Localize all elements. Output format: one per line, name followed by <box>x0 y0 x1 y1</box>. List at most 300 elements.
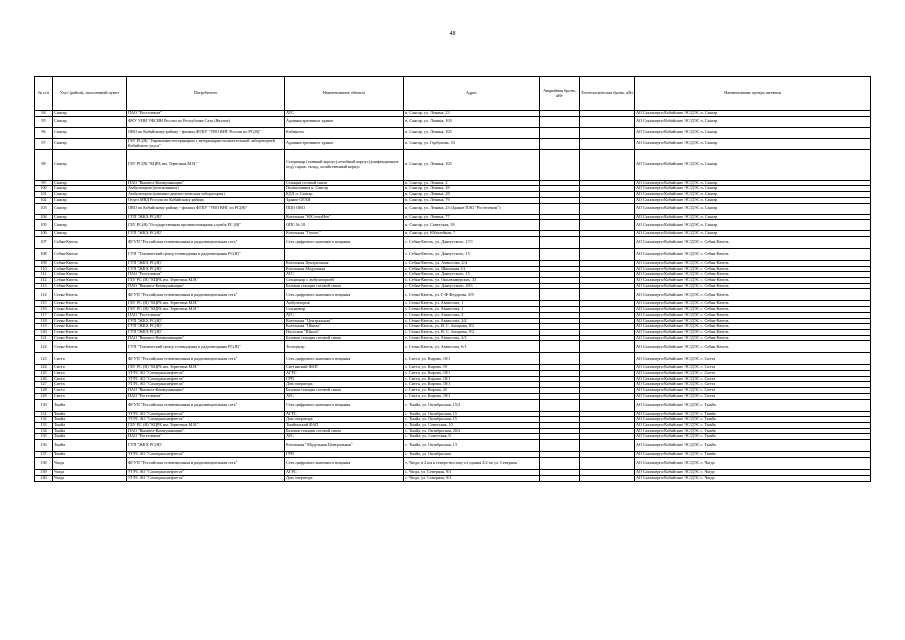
table-row <box>35 116 871 127</box>
row-number: 104 <box>35 214 53 220</box>
row-emergency-reserve <box>540 289 580 301</box>
row-power-center: АО Сахаэнерго/Кобяйские ЭС/ДЭС п. Сангар <box>635 111 871 117</box>
row-district: Сегян-Кюель <box>53 329 127 335</box>
row-address: с. Тыайа, ул. Октябрьская, 13 <box>404 440 540 452</box>
row-tech-reserve <box>580 341 635 353</box>
row-district: Тыайа <box>53 434 127 440</box>
row-district: Ситта <box>53 393 127 399</box>
row-emergency-reserve <box>540 353 580 365</box>
row-district: Сангар <box>53 180 127 186</box>
row-consumer: ФГУП "Российская телевизионная и радиовещательная сеть" <box>127 236 285 248</box>
row-object: Котельная "Школа" <box>285 324 404 330</box>
row-consumer: УГРС АО "Сахатранснефтегаз" <box>127 417 285 423</box>
row-address: п. Сангар, ул. Ленина, 2 <box>404 180 540 186</box>
row-power-center: АО Сахаэнерго/Кобяйские ЭС/ДЭС п. Сангар <box>635 186 871 192</box>
row-address: с. Себян-Кюель, ул. Оньлюнверских, 33 <box>404 278 540 284</box>
row-number: 138 <box>35 458 53 470</box>
row-address: с. Чагда, ул. Северная, 9/3 <box>404 470 540 476</box>
row-address: с. Ситта, ул. Кирова, 18/1 <box>404 353 540 365</box>
row-address: п. Сангар, ул. Ленина, 23 <box>404 111 540 117</box>
row-emergency-reserve <box>540 220 580 231</box>
row-district: Сегян-Кюель <box>53 312 127 318</box>
header-power-center: Наименование центра питания <box>635 77 871 111</box>
row-power-center: АО Сахаэнерго/Кобяйские ЭС/ДЭС с. Себян-Кюель <box>635 329 871 335</box>
row-consumer: ФГУП "Российская телевизионная и радиовещательная сеть" <box>127 399 285 411</box>
row-number: 124 <box>35 365 53 371</box>
row-district: Себян-Кюель <box>53 266 127 272</box>
row-number: 133 <box>35 422 53 428</box>
row-number: 103 <box>35 203 53 214</box>
row-number: 123 <box>35 353 53 365</box>
row-object: Котельная Модульная <box>285 266 404 272</box>
row-power-center: АО Сахаэнерго/Кобяйские ЭС/ДЭС п. Сангар <box>635 116 871 127</box>
row-power-center: АО Сахаэнерго/Кобяйские ЭС/ДЭС с. Тыайа <box>635 411 871 417</box>
row-number: 125 <box>35 371 53 377</box>
row-number: 112 <box>35 278 53 284</box>
header-object: Наименование объекта <box>285 77 404 111</box>
row-address: с. Себян-Кюель, ул. Данеутского, 15 <box>404 272 540 278</box>
row-consumer: ГБУ РС(Я) "Управление ветеринарии с ветеринарно-испытательной лабораторией Кобяйского улуса" <box>127 138 285 149</box>
row-object: Телецентр <box>285 341 404 353</box>
row-number: 128 <box>35 388 53 394</box>
row-address: с. Сегян-Кюель, ул. Аммосова, 1 <box>404 307 540 313</box>
row-power-center: АО Сахаэнерго/Кобяйские ЭС/ДЭС с. Себян-Кюель <box>635 312 871 318</box>
row-number: 109 <box>35 260 53 266</box>
row-district: Себян-Кюель <box>53 278 127 284</box>
row-consumer: ГУП "ЖКХ РС(Я)" <box>127 214 285 220</box>
row-district: Себян-Кюель <box>53 236 127 248</box>
row-power-center: АО Сахаэнерго/Кобяйские ЭС/ДЭС п. Сангар <box>635 203 871 214</box>
row-address: с. Чагда, ул. Северная, 9/3 <box>404 475 540 481</box>
row-address: с. Себян-Кюель, ул. Школьная 5/1 <box>404 266 540 272</box>
row-object: Поликлиника п. Сангар <box>285 186 404 192</box>
row-tech-reserve <box>580 475 635 481</box>
row-consumer: ГБУ РС (Я) "КЦРБ им. Терютина М.Н." <box>127 307 285 313</box>
row-object: АГРС <box>285 371 404 377</box>
row-power-center: АО Сахаэнерго/Кобяйские ЭС/ДЭС с. Ситта <box>635 388 871 394</box>
row-consumer: УГРС АО "Сахатранснефтегаз" <box>127 475 285 481</box>
row-power-center: АО Сахаэнерго/Кобяйские ЭС/ДЭС с. Себян-Кюель <box>635 289 871 301</box>
row-tech-reserve <box>580 203 635 214</box>
row-consumer: ГУП "ЖКХ РС(Я)" <box>127 324 285 330</box>
row-object: Административное здание <box>285 116 404 127</box>
row-consumer: УГРС АО "Сахатранснефтегаз" <box>127 376 285 382</box>
row-emergency-reserve <box>540 116 580 127</box>
row-district: Сегян-Кюель <box>53 318 127 324</box>
row-consumer: ГУП "ЖКХ РС(Я)" <box>127 260 285 266</box>
row-object: Кабинеты <box>285 127 404 138</box>
row-consumer: УГРС АО "Сахатранснефтегаз" <box>127 371 285 377</box>
row-emergency-reserve <box>540 458 580 470</box>
row-object: Базовая станция сотовой связи <box>285 428 404 434</box>
row-power-center: АО Сахаэнерго/Кобяйские ЭС/ДЭС п. Сангар <box>635 127 871 138</box>
row-district: Сангар <box>53 116 127 127</box>
row-power-center: АО Сахаэнерго/Кобяйские ЭС/ДЭС п. Сангар <box>635 180 871 186</box>
table-row <box>35 341 871 353</box>
row-number: 110 <box>35 266 53 272</box>
row-consumer: ФГУП "Российская телевизионная и радиовещательная сеть" <box>127 458 285 470</box>
row-object: Сеть цифрового наземного вещания <box>285 289 404 301</box>
row-number: 135 <box>35 434 53 440</box>
table-row <box>35 458 871 470</box>
row-number: 127 <box>35 382 53 388</box>
row-number: 122 <box>35 341 53 353</box>
row-address: с. Ситта, ул. Кирова, 19 <box>404 365 540 371</box>
row-power-center: АО Сахаэнерго/Кобяйские ЭС/ДЭС с. Себян-Кюель <box>635 335 871 341</box>
row-object: АГРС <box>285 411 404 417</box>
row-number: 106 <box>35 231 53 237</box>
row-power-center: АО Сахаэнерго/Кобяйские ЭС/ДЭС с. Тыайа <box>635 440 871 452</box>
row-power-center: АО Сахаэнерго/Кобяйские ЭС/ДЭС с. Себян-Кюель <box>635 307 871 313</box>
row-object: АТС <box>285 272 404 278</box>
row-power-center: АО Сахаэнерго/Кобяйские ЭС/ДЭС с. Себян-Кюель <box>635 236 871 248</box>
row-address: с. Тыайа, ул. Октябрьская, 15/2 <box>404 399 540 411</box>
row-number: 121 <box>35 335 53 341</box>
row-object: Дом оператора <box>285 382 404 388</box>
row-object: КДЛ п. Сангар <box>285 192 404 198</box>
row-address: с. Себян-Кюель, ул. Данеутского, 15 <box>404 248 540 260</box>
row-district: Сегян-Кюель <box>53 307 127 313</box>
row-object: Котельная "Модульная Центральная" <box>285 440 404 452</box>
row-object: Стационар <box>285 307 404 313</box>
row-tech-reserve <box>580 440 635 452</box>
row-number: 97 <box>35 138 53 149</box>
table-row <box>35 475 871 481</box>
row-address: с. Ситта, ул. Кирова, 18/1 <box>404 376 540 382</box>
row-consumer: УГРС АО "Сахатранснефтегаз" <box>127 470 285 476</box>
row-address: с. Себян-Кюель, ул. Данеутского, 40/1 <box>404 283 540 289</box>
row-consumer: ГУП "ЖКХ РС(Я)" <box>127 266 285 272</box>
row-address: с. Тыайа, ул. Советская, 10 <box>404 422 540 428</box>
row-power-center: АО Сахаэнерго/Кобяйские ЭС/ДЭС п. Сангар <box>635 138 871 149</box>
row-tech-reserve <box>580 353 635 365</box>
row-district: Сегян-Кюель <box>53 289 127 301</box>
row-number: 105 <box>35 220 53 231</box>
row-number: 102 <box>35 197 53 203</box>
row-consumer: ГБУ РС (Я) "КЦРБ им. Терютина М.Н." <box>127 278 285 284</box>
row-address: п. Сангар, ул. Ленина, 28 <box>404 186 540 192</box>
row-district: Себян-Кюель <box>53 260 127 266</box>
table-body <box>35 111 871 482</box>
row-number: 107 <box>35 236 53 248</box>
row-object: Станция сотовой связи <box>285 180 404 186</box>
row-address: с. Тыайа, ул. Октябрьская, 20/2 <box>404 428 540 434</box>
row-object: Базовая станция сотовой связи <box>285 388 404 394</box>
row-consumer: ГУП "Технический центр телевидения и радиовещания РС(Я)" <box>127 248 285 260</box>
row-consumer: УГРС АО "Сахатранснефтегаз" <box>127 452 285 458</box>
row-object: Котельная "ЮСтеплНек" <box>285 214 404 220</box>
row-object: Дом оператора <box>285 417 404 423</box>
row-object: АТС <box>285 393 404 399</box>
row-consumer: Отдел МВД России по Кобяйскому району <box>127 197 285 203</box>
row-emergency-reserve <box>540 248 580 260</box>
row-object: Дом оператора <box>285 475 404 481</box>
row-number: 136 <box>35 440 53 452</box>
table-row <box>35 399 871 411</box>
row-address: с. Сегян-Кюель, ул. Аммосова, 2 <box>404 312 540 318</box>
row-district: Себян-Кюель <box>53 283 127 289</box>
row-object: ГРП <box>285 376 404 382</box>
row-consumer: ОВО по Кобяйскому району - филиал ФГКУ "УВО ВНГ по РС(Я)" <box>127 203 285 214</box>
row-power-center: АО Сахаэнерго/Кобяйские ЭС/ДЭС п. Сангар <box>635 192 871 198</box>
row-consumer: ПАО "Вымпел-Коммуникации" <box>127 283 285 289</box>
row-power-center: АО Сахаэнерго/Кобяйские ЭС/ДЭС с. Себян-Кюель <box>635 266 871 272</box>
table-row <box>35 138 871 149</box>
row-number: 117 <box>35 312 53 318</box>
row-power-center: АО Сахаэнерго/Кобяйские ЭС/ДЭС с. Себян-Кюель <box>635 278 871 284</box>
row-address: с. Сегян-Кюель, ул. Аммосова, 1 <box>404 301 540 307</box>
row-district: Себян-Кюель <box>53 248 127 260</box>
row-object: Базовая станция сотовой связи <box>285 335 404 341</box>
row-address: п. Сангар, ул. Ленина, 103 <box>404 116 540 127</box>
row-district: Сангар <box>53 197 127 203</box>
row-number: 131 <box>35 411 53 417</box>
row-district: Тыайа <box>53 399 127 411</box>
row-power-center: АО Сахаэнерго/Кобяйские ЭС/ДЭС с. Себян-Кюель <box>635 260 871 266</box>
row-district: Чагда <box>53 470 127 476</box>
row-power-center: АО Сахаэнерго/Кобяйские ЭС/ДЭС с. Ситта <box>635 365 871 371</box>
row-address: с. Ситта, ул. Кирова, 18/1 <box>404 371 540 377</box>
row-object: Здание ОГАИ <box>285 197 404 203</box>
row-district: Тыайа <box>53 452 127 458</box>
row-power-center: АО Сахаэнерго/Кобяйские ЭС/ДЭС с. Чагда <box>635 458 871 470</box>
row-object: Котельная "Геолог" <box>285 231 404 237</box>
row-address: с. Сегян-Кюель, ул. Аммосова, 6/1 <box>404 341 540 353</box>
row-consumer: ПАО "Ростелеком" <box>127 312 285 318</box>
row-power-center: АО Сахаэнерго/Кобяйские ЭС/ДЭС с. Себян-Кюель <box>635 341 871 353</box>
row-district: Ситта <box>53 353 127 365</box>
reservation-table <box>34 76 871 482</box>
row-district: Сегян-Кюель <box>53 301 127 307</box>
table-row <box>35 220 871 231</box>
row-object: ГРП <box>285 452 404 458</box>
row-number: 132 <box>35 417 53 423</box>
row-object: Сеть цифрового наземного вещания <box>285 236 404 248</box>
row-power-center: АО Сахаэнерго/Кобяйские ЭС/ДЭС с. Чагда <box>635 475 871 481</box>
row-consumer: ГБУ РС (Я) "КЦРБ им. Терютина М.Н." <box>127 301 285 307</box>
row-number: 120 <box>35 329 53 335</box>
row-consumer: ГБУ РС (Я) "КЦРБ им. Терютина М.Н." <box>127 422 285 428</box>
row-object: Административное здание <box>285 138 404 149</box>
row-tech-reserve <box>580 289 635 301</box>
row-power-center: АО Сахаэнерго/Кобяйские ЭС/ДЭС с. Ситта <box>635 382 871 388</box>
row-consumer: ГУП "Технический центр телевидения и радиовещания РС(Я)" <box>127 341 285 353</box>
row-power-center: АО Сахаэнерго/Кобяйские ЭС/ДЭС с. Тыайа <box>635 399 871 411</box>
row-emergency-reserve <box>540 203 580 214</box>
row-address: п. Сангар, ул. Советская, 39 <box>404 220 540 231</box>
row-consumer: Амбулатория (клинико-диагностическая лаборатория) <box>127 192 285 198</box>
row-consumer: ПАО "Вымпел-Коммуникации" <box>127 428 285 434</box>
row-district: Тыайа <box>53 440 127 452</box>
row-emergency-reserve <box>540 341 580 353</box>
row-district: Сангар <box>53 138 127 149</box>
row-consumer: ОВО по Кобяйскому району - филиал ФГКУ "УВО ВНГ России по РС(Я)" <box>127 127 285 138</box>
row-district: Ситта <box>53 376 127 382</box>
row-object: Сеть цифрового наземного вещания <box>285 399 404 411</box>
row-number: 130 <box>35 399 53 411</box>
row-power-center: АО Сахаэнерго/Кобяйские ЭС/ДЭС с. Себян-Кюель <box>635 272 871 278</box>
row-number: 101 <box>35 192 53 198</box>
row-consumer: ГУП "ЖКХ РС(Я)" <box>127 231 285 237</box>
row-object <box>285 248 404 260</box>
row-number: 139 <box>35 470 53 476</box>
row-power-center: АО Сахаэнерго/Кобяйские ЭС/ДЭС п. Сангар <box>635 231 871 237</box>
row-district: Чагда <box>53 475 127 481</box>
row-power-center: АО Сахаэнерго/Кобяйские ЭС/ДЭС с. Ситта <box>635 376 871 382</box>
row-number: 116 <box>35 307 53 313</box>
row-power-center: АО Сахаэнерго/Кобяйские ЭС/ДЭС с. Себян-Кюель <box>635 318 871 324</box>
row-consumer: ГБУ РС (Я) "КЦРБ им. Терютина М.Н." <box>127 365 285 371</box>
row-emergency-reserve <box>540 149 580 180</box>
table-row <box>35 149 871 180</box>
row-address: с. Тыайа, ул. Октябрьская, 15 <box>404 417 540 423</box>
row-number: 94 <box>35 111 53 117</box>
row-power-center: АО Сахаэнерго/Кобяйские ЭС/ДЭС с. Себян-Кюель <box>635 248 871 260</box>
row-district: Сангар <box>53 231 127 237</box>
row-power-center: АО Сахаэнерго/Кобяйские ЭС/ДЭС п. Сангар <box>635 214 871 220</box>
row-power-center: АО Сахаэнерго/Кобяйские ЭС/ДЭС с. Себян-Кюель <box>635 301 871 307</box>
row-object: Насосная "Школа" <box>285 329 404 335</box>
row-tech-reserve <box>580 116 635 127</box>
header-emergency-reserve: Аварийная бронь, кВт <box>540 77 580 111</box>
row-number: 99 <box>35 180 53 186</box>
row-district: Сегян-Кюель <box>53 341 127 353</box>
row-district: Сегян-Кюель <box>53 335 127 341</box>
row-object: Сеть цифрового наземного вещания <box>285 458 404 470</box>
row-object: Сеть цифрового наземного вещания <box>285 353 404 365</box>
row-consumer: УГРС АО "Сахатранснефтегаз" <box>127 382 285 388</box>
row-district: Ситта <box>53 382 127 388</box>
row-address: с. Тыайа, ул. Октябрьская <box>404 452 540 458</box>
row-address: с. Сегян-Кюель, ул. Г-Ф Федорова, 8/9 <box>404 289 540 301</box>
row-district: Сангар <box>53 127 127 138</box>
row-object: Стационар (главный корпус),лечебный корпус),(инфекционное отд), гараж, склад, хозяйственный корпус <box>285 149 404 180</box>
row-address: п. Сангар, ул. Ленина, 103 <box>404 149 540 180</box>
row-address: с. Чагда, в 2 км к северо-востоку от здания 3/2 по ул. Северная <box>404 458 540 470</box>
row-consumer: ПАО "Ростелеком" <box>127 393 285 399</box>
row-district: Сангар <box>53 111 127 117</box>
row-emergency-reserve <box>540 127 580 138</box>
row-consumer: ФГУП "Российская телевизионная и радиовещательная сеть" <box>127 289 285 301</box>
row-consumer: ГУП "ЖКХ РС(Я)" <box>127 318 285 324</box>
row-power-center: АО Сахаэнерго/Кобяйские ЭС/ДЭС п. Сангар <box>635 197 871 203</box>
row-address: п. Сангар, ул. Горбунова, 33 <box>404 138 540 149</box>
row-district: Сангар <box>53 149 127 180</box>
row-power-center: АО Сахаэнерго/Кобяйские ЭС/ДЭС с. Себян-Кюель <box>635 324 871 330</box>
row-emergency-reserve <box>540 138 580 149</box>
row-power-center: АО Сахаэнерго/Кобяйские ЭС/ДЭС п. Сангар <box>635 220 871 231</box>
row-number: 126 <box>35 376 53 382</box>
row-consumer: ГУП "ЖКХ РС(Я)" <box>127 329 285 335</box>
row-number: 140 <box>35 475 53 481</box>
row-emergency-reserve <box>540 399 580 411</box>
row-power-center: АО Сахаэнерго/Кобяйские ЭС/ДЭС с. Тыайа <box>635 434 871 440</box>
row-emergency-reserve <box>540 440 580 452</box>
row-tech-reserve <box>580 248 635 260</box>
row-address: п. Сангар, ул. Ленина, 28 <box>404 192 540 198</box>
row-address: с. Тыайа, ул. Октябрьская, 15 <box>404 411 540 417</box>
row-district: Ситта <box>53 388 127 394</box>
row-address: с. Ситта, ул. Кирова, 18/1 <box>404 382 540 388</box>
header-tech-reserve: Технологическая бронь, кВт <box>580 77 635 111</box>
row-district: Сангар <box>53 214 127 220</box>
header-address: Адрес <box>404 77 540 111</box>
row-consumer: ПАО "Вымпел-Коммуникации" <box>127 180 285 186</box>
row-address: п. Сангар, ул. Ленина, 103 <box>404 127 540 138</box>
row-object: АТС <box>285 111 404 117</box>
page-number: 48 <box>449 31 456 37</box>
row-number: 114 <box>35 289 53 301</box>
row-power-center: АО Сахаэнерго/Кобяйские ЭС/ДЭС с. Тыайа <box>635 428 871 434</box>
row-consumer: ПАО "Ростелеком" <box>127 434 285 440</box>
row-district: Ситта <box>53 371 127 377</box>
row-consumer: ПАО "Ростелеком" <box>127 111 285 117</box>
table-row <box>35 248 871 260</box>
row-district: Ситта <box>53 365 127 371</box>
row-object: АТС <box>285 312 404 318</box>
row-number: 111 <box>35 272 53 278</box>
row-number: 100 <box>35 186 53 192</box>
row-emergency-reserve <box>540 236 580 248</box>
header-consumer: Потребитель <box>127 77 285 111</box>
row-address: с. Сегян-Кюель, ул. Аммосова, 2/3 <box>404 335 540 341</box>
row-object: Котельная Центральная <box>285 260 404 266</box>
row-district: Себян-Кюель <box>53 272 127 278</box>
row-number: 118 <box>35 318 53 324</box>
row-district: Сангар <box>53 192 127 198</box>
row-number: 108 <box>35 248 53 260</box>
row-object: ОПС № 18 <box>285 220 404 231</box>
row-tech-reserve <box>580 127 635 138</box>
row-district: Сангар <box>53 186 127 192</box>
row-object: Стационар с амбулаторией <box>285 278 404 284</box>
row-number: 115 <box>35 301 53 307</box>
row-number: 95 <box>35 116 53 127</box>
row-address: с. Тыайа, ул. Советская, 8 <box>404 434 540 440</box>
row-consumer: ПАО "Вымпел-Коммуникации" <box>127 335 285 341</box>
header-row <box>35 77 871 111</box>
row-address: п. Сангар, ул. Юбилейная, 7 <box>404 231 540 237</box>
row-district: Сегян-Кюель <box>53 324 127 330</box>
row-consumer: ПАО "Ростелеком" <box>127 272 285 278</box>
row-consumer: ФКУ УИИ УФСИН России по Республике Саха (Якутия) <box>127 116 285 127</box>
row-object: АТС <box>285 434 404 440</box>
row-address: п. Сангар, ул. Ленина, 23 (Здание ПАО "Ростелеком") <box>404 203 540 214</box>
row-power-center: АО Сахаэнерго/Кобяйские ЭС/ДЭС с. Тыайа <box>635 422 871 428</box>
table-row <box>35 203 871 214</box>
row-consumer: ГБУ РС(Я) "Государственная противопожарная служба РС (Я)" <box>127 220 285 231</box>
row-tech-reserve <box>580 220 635 231</box>
row-district: Тыайа <box>53 422 127 428</box>
row-power-center: АО Сахаэнерго/Кобяйские ЭС/ДЭС п. Сангар <box>635 149 871 180</box>
row-district: Чагда <box>53 458 127 470</box>
row-power-center: АО Сахаэнерго/Кобяйские ЭС/ДЭС с. Ситта <box>635 353 871 365</box>
row-district: Тыайа <box>53 411 127 417</box>
row-power-center: АО Сахаэнерго/Кобяйские ЭС/ДЭС с. Себян-Кюель <box>635 283 871 289</box>
row-address: с. Сегян-Кюель, ул. Аммосова, 2/4 <box>404 318 540 324</box>
row-consumer: ПАО "Вымпел-Коммуникации" <box>127 388 285 394</box>
row-number: 119 <box>35 324 53 330</box>
row-emergency-reserve <box>540 475 580 481</box>
row-tech-reserve <box>580 236 635 248</box>
table-row <box>35 127 871 138</box>
row-power-center: АО Сахаэнерго/Кобяйские ЭС/ДЭС с. Тыайа <box>635 417 871 423</box>
row-consumer: ГБУ РС(Я) "КЦРБ им. Терютина М.Н." <box>127 149 285 180</box>
row-power-center: АО Сахаэнерго/Кобяйские ЭС/ДЭС с. Тыайа <box>635 452 871 458</box>
row-power-center: АО Сахаэнерго/Кобяйские ЭС/ДЭС с. Ситта <box>635 371 871 377</box>
row-number: 113 <box>35 283 53 289</box>
row-object: Базовая станция сотовой связи <box>285 283 404 289</box>
